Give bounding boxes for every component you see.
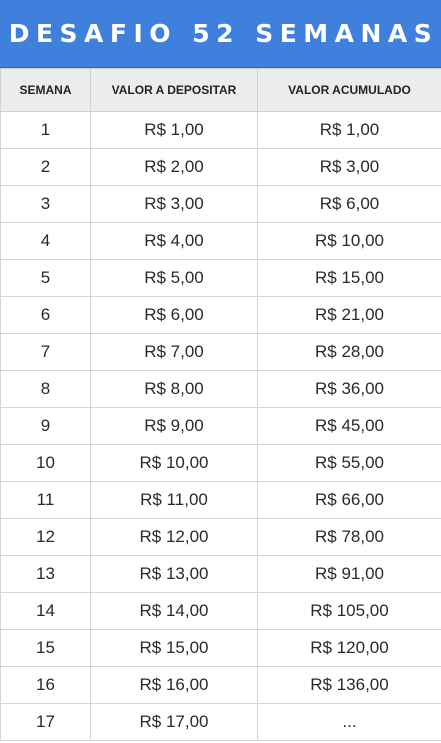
- deposit-value-cell: R$ 8,00: [91, 371, 258, 408]
- deposit-value-cell: R$ 5,00: [91, 260, 258, 297]
- week-cell: 8: [1, 371, 91, 408]
- table-row: [1, 482, 441, 519]
- week-cell: 2: [1, 149, 91, 186]
- accumulated-value-cell: R$ 15,00: [258, 260, 441, 297]
- deposit-value-cell: R$ 1,00: [91, 112, 258, 149]
- accumulated-value-cell: R$ 6,00: [258, 186, 441, 223]
- week-cell: 1: [1, 112, 91, 149]
- table-row: [1, 445, 441, 482]
- week-cell: 17: [1, 704, 91, 741]
- table-row: [1, 186, 441, 223]
- week-cell: 11: [1, 482, 91, 519]
- table-row: [1, 334, 441, 371]
- column-header-valor-acumulado: VALOR ACUMULADO: [258, 69, 441, 112]
- week-cell: 4: [1, 223, 91, 260]
- table-row: [1, 371, 441, 408]
- deposit-value-cell: R$ 2,00: [91, 149, 258, 186]
- week-cell: 15: [1, 630, 91, 667]
- accumulated-value-cell: R$ 105,00: [258, 593, 441, 630]
- deposit-value-cell: R$ 15,00: [91, 630, 258, 667]
- column-header-valor-a-depositar: VALOR A DEPOSITAR: [91, 69, 258, 112]
- accumulated-value-cell: R$ 36,00: [258, 371, 441, 408]
- table-row: [1, 223, 441, 260]
- title-banner: [0, 0, 441, 68]
- table-header: [1, 69, 441, 112]
- table-row: [1, 630, 441, 667]
- deposit-value-cell: R$ 7,00: [91, 334, 258, 371]
- accumulated-value-cell: R$ 28,00: [258, 334, 441, 371]
- table-body: [1, 112, 441, 741]
- deposit-value-cell: R$ 13,00: [91, 556, 258, 593]
- savings-table: [0, 68, 441, 741]
- table-row: [1, 593, 441, 630]
- week-cell: 3: [1, 186, 91, 223]
- deposit-value-cell: R$ 11,00: [91, 482, 258, 519]
- deposit-value-cell: R$ 10,00: [91, 445, 258, 482]
- accumulated-value-cell: R$ 45,00: [258, 408, 441, 445]
- deposit-value-cell: R$ 4,00: [91, 223, 258, 260]
- header-row: [1, 69, 441, 112]
- week-cell: 9: [1, 408, 91, 445]
- week-cell: 14: [1, 593, 91, 630]
- accumulated-value-cell: R$ 55,00: [258, 445, 441, 482]
- week-cell: 16: [1, 667, 91, 704]
- column-header-semana: SEMANA: [1, 69, 91, 112]
- week-cell: 6: [1, 297, 91, 334]
- accumulated-value-cell: R$ 10,00: [258, 223, 441, 260]
- accumulated-value-cell: ...: [258, 704, 441, 741]
- table-row: [1, 408, 441, 445]
- week-cell: 13: [1, 556, 91, 593]
- table-row: [1, 112, 441, 149]
- table-row: [1, 667, 441, 704]
- table-row: [1, 297, 441, 334]
- week-cell: 12: [1, 519, 91, 556]
- accumulated-value-cell: R$ 78,00: [258, 519, 441, 556]
- accumulated-value-cell: R$ 21,00: [258, 297, 441, 334]
- table-row: [1, 260, 441, 297]
- accumulated-value-cell: R$ 3,00: [258, 149, 441, 186]
- deposit-value-cell: R$ 3,00: [91, 186, 258, 223]
- table-row: [1, 519, 441, 556]
- accumulated-value-cell: R$ 1,00: [258, 112, 441, 149]
- table-row: [1, 556, 441, 593]
- week-cell: 7: [1, 334, 91, 371]
- deposit-value-cell: R$ 6,00: [91, 297, 258, 334]
- deposit-value-cell: R$ 14,00: [91, 593, 258, 630]
- table-row: [1, 149, 441, 186]
- accumulated-value-cell: R$ 66,00: [258, 482, 441, 519]
- deposit-value-cell: R$ 9,00: [91, 408, 258, 445]
- page-title: DESAFIO 52 SEMANAS: [8, 19, 439, 48]
- week-cell: 5: [1, 260, 91, 297]
- deposit-value-cell: R$ 16,00: [91, 667, 258, 704]
- accumulated-value-cell: R$ 136,00: [258, 667, 441, 704]
- table-row: [1, 704, 441, 741]
- deposit-value-cell: R$ 12,00: [91, 519, 258, 556]
- accumulated-value-cell: R$ 120,00: [258, 630, 441, 667]
- deposit-value-cell: R$ 17,00: [91, 704, 258, 741]
- accumulated-value-cell: R$ 91,00: [258, 556, 441, 593]
- week-cell: 10: [1, 445, 91, 482]
